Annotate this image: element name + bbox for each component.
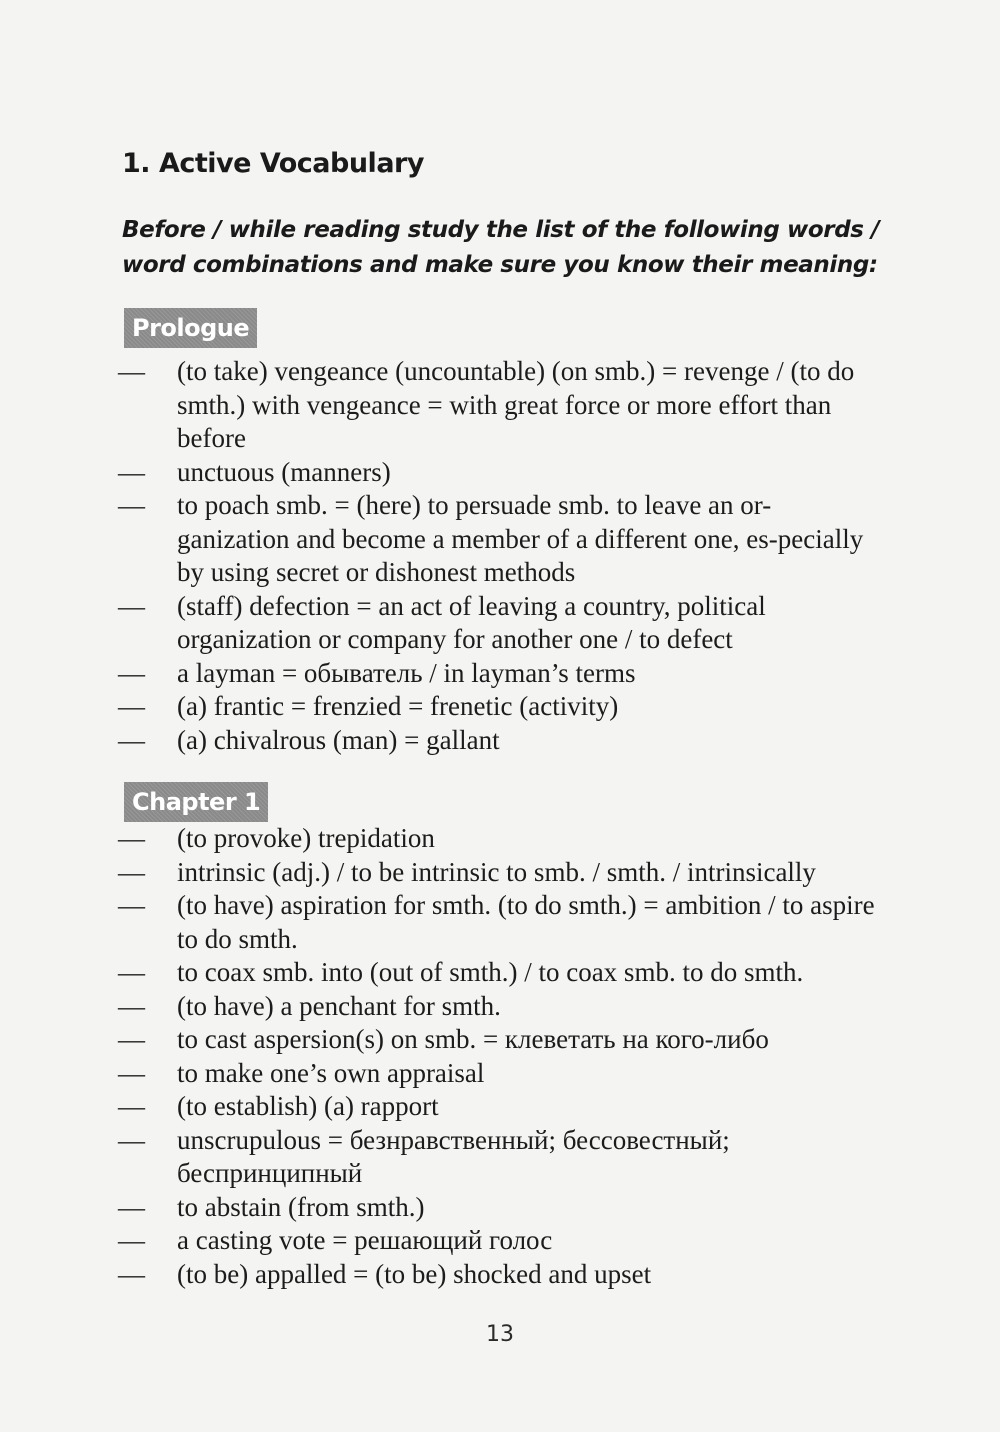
vocabulary-item	[0, 889, 877, 956]
vocabulary-entry-text: to make one’s own appraisal	[177, 1057, 485, 1088]
bullet-dash: —	[118, 957, 145, 987]
vocabulary-entry-text: to coax smb. into (out of smth.) / to coax smb. to do smth.	[177, 957, 804, 987]
vocabulary-item	[0, 690, 877, 724]
vocabulary-entry-text: to abstain (from smth.)	[177, 1191, 425, 1222]
vocabulary-entry-text: (a) chivalrous (man) = gallant	[177, 724, 500, 755]
chapter-label-prologue: Prologue	[124, 308, 257, 348]
vocabulary-item	[0, 856, 877, 890]
bullet-dash: —	[118, 990, 145, 1021]
vocabulary-entry-text: (to have) a penchant for smth.	[177, 990, 501, 1021]
section-title: 1. Active Vocabulary	[122, 148, 424, 179]
vocabulary-list-prologue	[0, 355, 1000, 757]
bullet-dash: —	[118, 823, 145, 853]
vocabulary-entry-text: unctuous (manners)	[177, 456, 391, 487]
vocabulary-item	[0, 456, 877, 490]
vocabulary-item	[0, 657, 877, 691]
bullet-dash: —	[118, 590, 145, 621]
reading-instructions: Before / while reading study the list of the following words / word combinations and make sure you know their meaning:	[122, 217, 880, 278]
bullet-dash: —	[118, 1191, 145, 1222]
vocabulary-entry-text: (to take) vengeance (uncountable) (on smb.) = revenge / (to do smth.) with vengeance = with great force or more effort than before	[177, 356, 855, 453]
vocabulary-item	[0, 724, 877, 758]
bullet-dash: —	[118, 490, 145, 520]
bullet-dash: —	[118, 1057, 145, 1088]
page-number: 13	[486, 1322, 514, 1347]
vocabulary-list-chapter-1	[0, 822, 1000, 1291]
vocabulary-item	[0, 1191, 877, 1225]
bullet-dash: —	[118, 1124, 145, 1155]
bullet-dash: —	[118, 356, 145, 386]
bullet-dash: —	[118, 691, 145, 721]
vocabulary-item	[0, 1023, 877, 1057]
bullet-dash: —	[118, 1225, 145, 1255]
bullet-dash: —	[118, 724, 145, 755]
bullet-dash: —	[118, 657, 145, 688]
bullet-dash: —	[118, 1091, 145, 1121]
bullet-dash: —	[118, 456, 145, 487]
vocabulary-item	[0, 355, 877, 456]
vocabulary-entry-text: a layman = обыватель / in layman’s terms	[177, 657, 636, 688]
vocabulary-entry-text: (staff) defection = an act of leaving a country, political organization or company for another one / to defect	[177, 590, 766, 654]
vocabulary-item	[0, 590, 877, 657]
bullet-dash: —	[118, 856, 145, 887]
bullet-dash: —	[118, 1258, 145, 1289]
vocabulary-item	[0, 1224, 877, 1258]
vocabulary-entry-text: (a) frantic = frenzied = frenetic (activity)	[177, 691, 619, 721]
vocabulary-item	[0, 1258, 877, 1292]
vocabulary-item	[0, 956, 877, 990]
vocabulary-entry-text: to cast aspersion(s) on smb. = клеветать на кого-либо	[177, 1024, 769, 1054]
vocabulary-entry-text: intrinsic (adj.) / to be intrinsic to smb. / smth. / intrinsically	[177, 856, 816, 887]
bullet-dash: —	[118, 890, 145, 920]
vocabulary-item	[0, 1090, 877, 1124]
vocabulary-item	[0, 489, 877, 590]
vocabulary-entry-text: (to establish) (a) rapport	[177, 1091, 439, 1121]
vocabulary-item	[0, 990, 877, 1024]
vocabulary-item	[0, 1124, 877, 1191]
vocabulary-item	[0, 1057, 877, 1091]
vocabulary-entry-text: (to be) appalled = (to be) shocked and upset	[177, 1258, 652, 1289]
vocabulary-entry-text: (to have) aspiration for smth. (to do smth.) = ambition / to aspire to do smth.	[177, 890, 875, 954]
chapter-label-chapter-1: Chapter 1	[124, 782, 268, 822]
vocabulary-item	[0, 822, 877, 856]
vocabulary-entry-text: a casting vote = решающий голос	[177, 1225, 553, 1255]
vocabulary-entry-text: (to provoke) trepidation	[177, 823, 435, 853]
vocabulary-entry-text: to poach smb. = (here) to persuade smb. to leave an or-ganization and become a member of a different one, es-pecially by using secret or dishonest methods	[177, 490, 864, 587]
bullet-dash: —	[118, 1024, 145, 1054]
vocabulary-entry-text: unscrupulous = безнравственный; бессовестный; беспринципный	[177, 1124, 730, 1188]
